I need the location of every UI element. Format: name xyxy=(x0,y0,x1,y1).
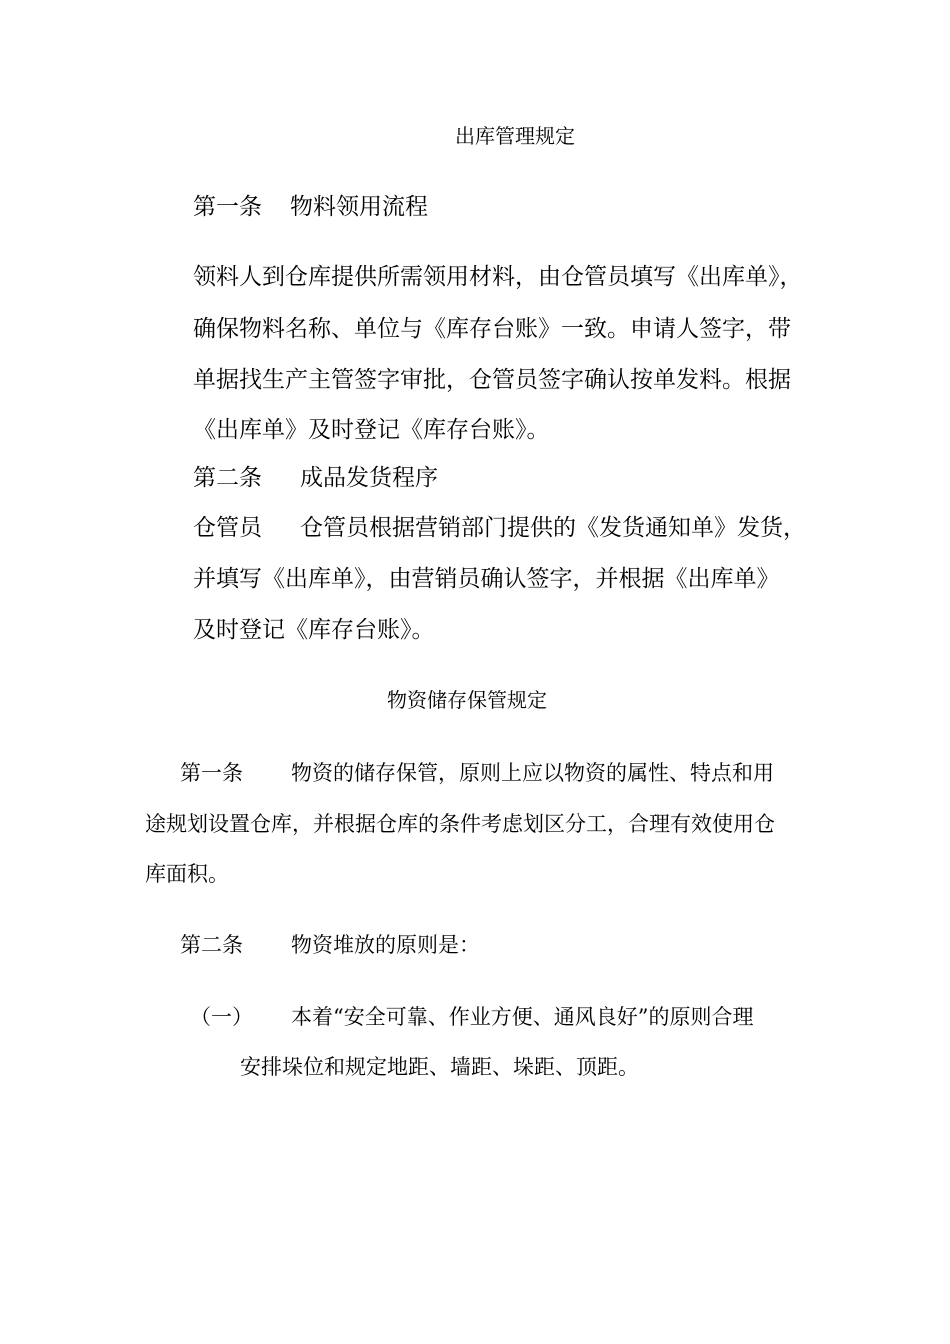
paragraph-line: 安排垛位和规定地距、墙距、垛距、顶距。 xyxy=(240,1055,639,1079)
paragraph-line: 库面积。 xyxy=(145,862,229,886)
paragraph-line: 《出库单》及时登记《库存台账》。 xyxy=(193,417,550,443)
role-label: 仓管员 xyxy=(193,515,262,541)
paragraph-line: 确保物料名称、单位与《库存台账》一致。申请人签字，带 xyxy=(193,316,791,342)
paragraph-line: 并填写《出库单》，由营销员确认签字，并根据《出库单》 xyxy=(193,566,780,592)
paragraph-line: 途规划设置仓库，并根据仓库的条件考虑划区分工，合理有效使用仓 xyxy=(145,812,775,836)
article-1-heading xyxy=(193,196,428,219)
article-1-first-line xyxy=(180,763,774,784)
paragraph-line: 及时登记《库存台账》。 xyxy=(193,617,435,643)
list-item xyxy=(190,1007,753,1028)
article-2-heading xyxy=(180,935,480,956)
list-marker: （一） xyxy=(190,1005,253,1029)
article-2-heading xyxy=(193,467,438,490)
article-title: 物料领用流程 xyxy=(290,194,428,220)
paragraph-line: 单据找生产主管签字审批，仓管员签字确认按单发料。根据 xyxy=(193,367,791,393)
article-title: 成品发货程序 xyxy=(300,465,438,491)
article-number: 第一条 xyxy=(193,194,262,220)
section-title-storage: 物资储存保管规定 xyxy=(387,688,547,712)
paragraph-line xyxy=(193,517,806,540)
paragraph-text: 物资的储存保管，原则上应以物资的属性、特点和用 xyxy=(291,761,774,785)
paragraph-text: 仓管员根据营销部门提供的《发货通知单》发货， xyxy=(300,515,806,541)
section-title-outbound: 出库管理规定 xyxy=(455,124,575,148)
article-number: 第一条 xyxy=(180,761,243,785)
article-number: 第二条 xyxy=(180,933,243,957)
article-number: 第二条 xyxy=(193,465,262,491)
paragraph-line: 领料人到仓库提供所需领用材料，由仓管员填写《出库单》， xyxy=(193,264,803,290)
paragraph-text: 本着“安全可靠、作业方便、通风良好”的原则合理 xyxy=(291,1005,754,1029)
article-title: 物资堆放的原则是： xyxy=(291,933,480,957)
